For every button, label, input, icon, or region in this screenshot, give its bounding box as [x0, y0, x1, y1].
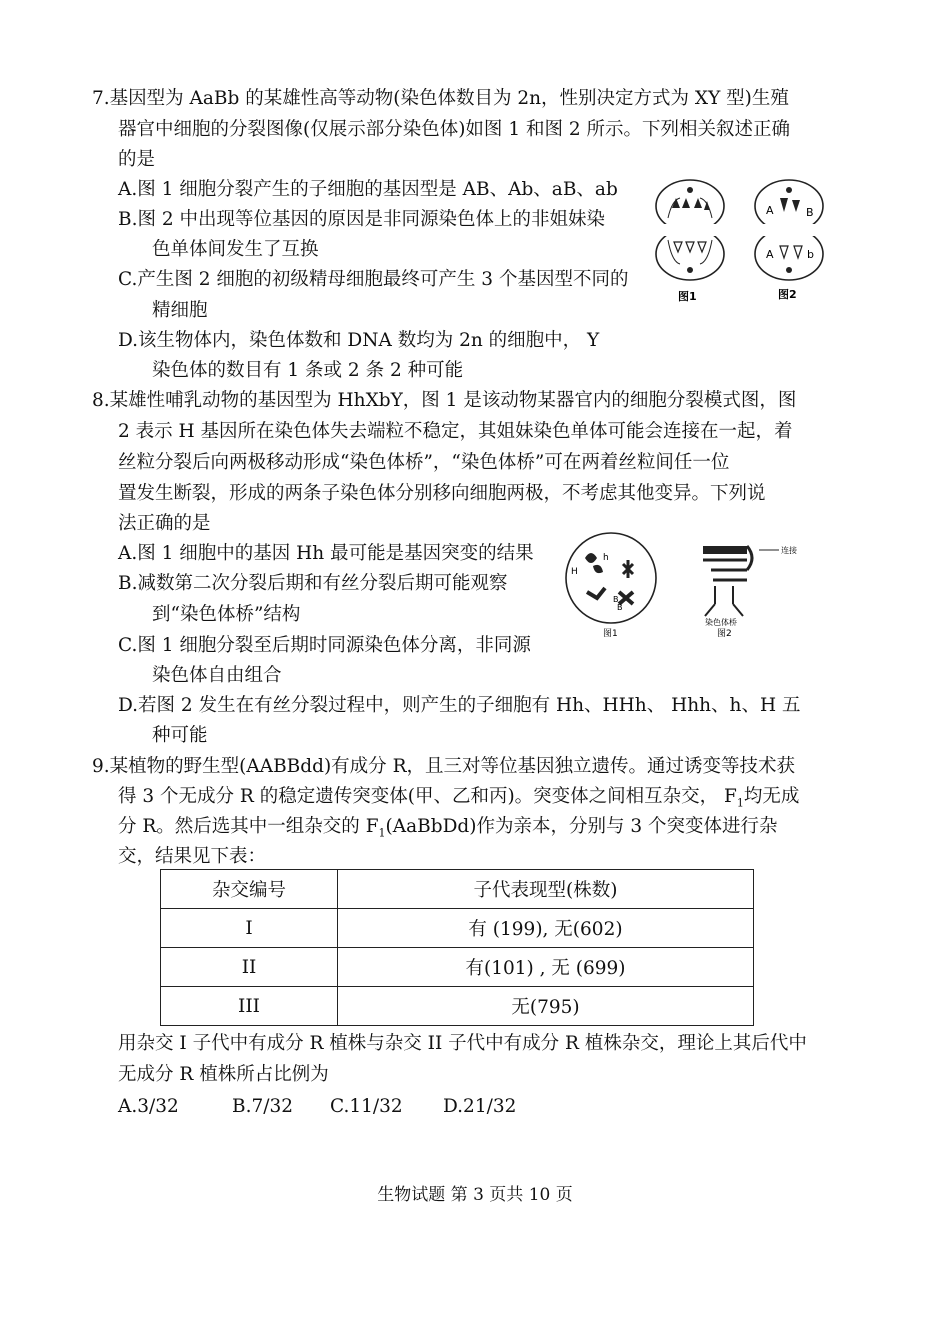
- q7-option-b-cont: 色单体间发生了互换: [152, 239, 319, 260]
- q7-fig2-cell: [755, 180, 823, 280]
- q8-stem-line-5: 法正确的是: [118, 513, 211, 534]
- q7-option-c-cont: 精细胞: [152, 300, 208, 321]
- q8-figure: [565, 530, 805, 650]
- table-row: [161, 948, 754, 987]
- q7-fig2-label-4: b: [807, 248, 814, 261]
- table-cell-id: III: [161, 987, 338, 1026]
- q9-choice-a: A.3/32: [118, 1096, 179, 1117]
- q8-option-c-cont: 染色体自由组合: [152, 665, 282, 686]
- q7-option-a: A.图 1 细胞分裂产生的子细胞的基因型是 AB、Ab、aB、ab: [118, 179, 618, 200]
- q7-option-d-cont: 染色体的数目有 1 条或 2 条 2 种可能: [152, 360, 464, 381]
- q7-stem-line-2: 器官中细胞的分裂图像(仅展示部分染色体)如图 1 和图 2 所示。下列相关叙述正确: [118, 119, 791, 140]
- q8-option-d: D.若图 2 发生在有丝分裂过程中，则产生的子细胞有 Hh、HHh、 Hhh、h、H 五: [118, 695, 801, 716]
- q8-fig1-label-b2: B: [617, 603, 623, 612]
- q9-stem-line-3-tail: (AaBbDd)作为亲本，分别与 3 个突变体进行杂: [385, 816, 778, 837]
- q7-stem-line-1: 7.基因型为 AaBb 的某雄性高等动物(染色体数目为 2n，性别决定方式为 XY 型)生殖: [92, 88, 789, 109]
- table-cell-result: 有 (199), 无(602): [338, 909, 754, 948]
- q8-stem-line-1: 8.某雄性哺乳动物的基因型为 HhXbY，图 1 是该动物某器官内的细胞分裂模式图，图: [92, 390, 797, 411]
- q8-fig1-cell: [566, 533, 656, 623]
- q7-figure: [650, 178, 840, 308]
- q8-bridge-label: 染色体桥: [705, 618, 737, 627]
- q7-fig1-cell: [656, 180, 724, 280]
- q7-option-d: D.该生物体内，染色体数和 DNA 数均为 2n 的细胞中， Y: [118, 330, 600, 351]
- q8-stem-line-2: 2 表示 H 基因所在染色体失去端粒不稳定，其姐妹染色单体可能会连接在一起，着: [118, 421, 793, 442]
- table-header-phenotype: 子代表现型(株数): [338, 870, 754, 909]
- table-row: [161, 987, 754, 1026]
- table-header-row: [161, 870, 754, 909]
- q8-option-b: B.减数第二次分裂后期和有丝分裂后期可能观察: [118, 573, 508, 594]
- q9-stem-line-3: [118, 815, 778, 846]
- q8-fig1-label-h-small: h: [603, 553, 609, 563]
- q7-fig2-label-3: A: [766, 248, 774, 261]
- q7-option-b: B.图 2 中出现等位基因的原因是非同源染色体上的非姐妹染: [118, 209, 606, 230]
- q9-stem-line-4: 交，结果见下表：: [118, 846, 267, 867]
- q9-stem-line-2-tail: 均无成: [743, 786, 800, 807]
- table-header-cross-id: 杂交编号: [161, 870, 338, 909]
- q7-figure-svg: [650, 178, 840, 308]
- q9-results-table: [160, 869, 754, 1026]
- q9-question-line-1: 用杂交 I 子代中有成分 R 植株与杂交 II 子代中有成分 R 植株杂交，理论上其后代中: [118, 1033, 807, 1054]
- q8-figure-svg: [565, 530, 805, 650]
- q7-stem-line-3: 的是: [118, 149, 156, 170]
- q8-fig1-label-b1: B: [613, 595, 619, 604]
- q8-option-a: A.图 1 细胞中的基因 Hh 最可能是基因突变的结果: [118, 543, 534, 564]
- page-footer: 生物试题 第 3 页共 10 页: [377, 1185, 573, 1205]
- q9-f1-sub-1: 1: [736, 796, 744, 810]
- q9-stem-line-1: 9.某植物的野生型(AABBdd)有成分 R，且三对等位基因独立遗传。通过诱变等技术获: [92, 756, 795, 777]
- table-cell-id: I: [161, 909, 338, 948]
- q7-fig2-caption: 图2: [778, 288, 797, 301]
- q8-stem-line-3: 丝粒分裂后向两极移动形成“染色体桥”，“染色体桥”可在两着丝粒间任一位: [118, 452, 730, 473]
- q7-fig2-label-1: A: [766, 204, 774, 217]
- q9-f1-sub-2: 1: [378, 826, 386, 840]
- table-cell-result: 有(101) , 无 (699): [338, 948, 754, 987]
- table-row: [161, 909, 754, 948]
- q7-fig2-label-2: B: [806, 206, 814, 219]
- q9-question-line-2: 无成分 R 植株所占比例为: [118, 1064, 329, 1085]
- q8-stem-line-4: 置发生断裂，形成的两条子染色体分别移向细胞两极，不考虑其他变异。下列说: [118, 483, 766, 504]
- q7-fig1-caption: 图1: [678, 290, 697, 303]
- table-cell-result: 无(795): [338, 987, 754, 1026]
- q9-choice-c: C.11/32: [330, 1096, 403, 1117]
- q8-option-d-cont: 种可能: [152, 725, 208, 746]
- q8-fig1-caption: 图1: [603, 629, 618, 639]
- q9-stem-line-2: [118, 785, 799, 816]
- q9-choice-b: B.7/32: [232, 1096, 294, 1117]
- q8-fig2-bridge: [703, 546, 779, 616]
- q8-option-c: C.图 1 细胞分裂至后期时同源染色体分离，非同源: [118, 635, 531, 656]
- q9-stem-line-2-text: 得 3 个无成分 R 的稳定遗传突变体(甲、乙和丙)。突变体之间相互杂交， F: [118, 786, 737, 807]
- q8-fig1-label-h-big: H: [571, 567, 578, 577]
- q9-stem-line-3-text: 分 R。然后选其中一组杂交的 F: [118, 816, 379, 837]
- q8-option-b-cont: 到“染色体桥”结构: [152, 604, 301, 625]
- q9-choice-d: D.21/32: [443, 1096, 517, 1117]
- table-cell-id: II: [161, 948, 338, 987]
- q8-connect-label: 连接: [781, 546, 797, 555]
- q7-option-c: C.产生图 2 细胞的初级精母细胞最终可产生 3 个基因型不同的: [118, 269, 629, 290]
- q8-fig2-caption: 图2: [717, 629, 732, 639]
